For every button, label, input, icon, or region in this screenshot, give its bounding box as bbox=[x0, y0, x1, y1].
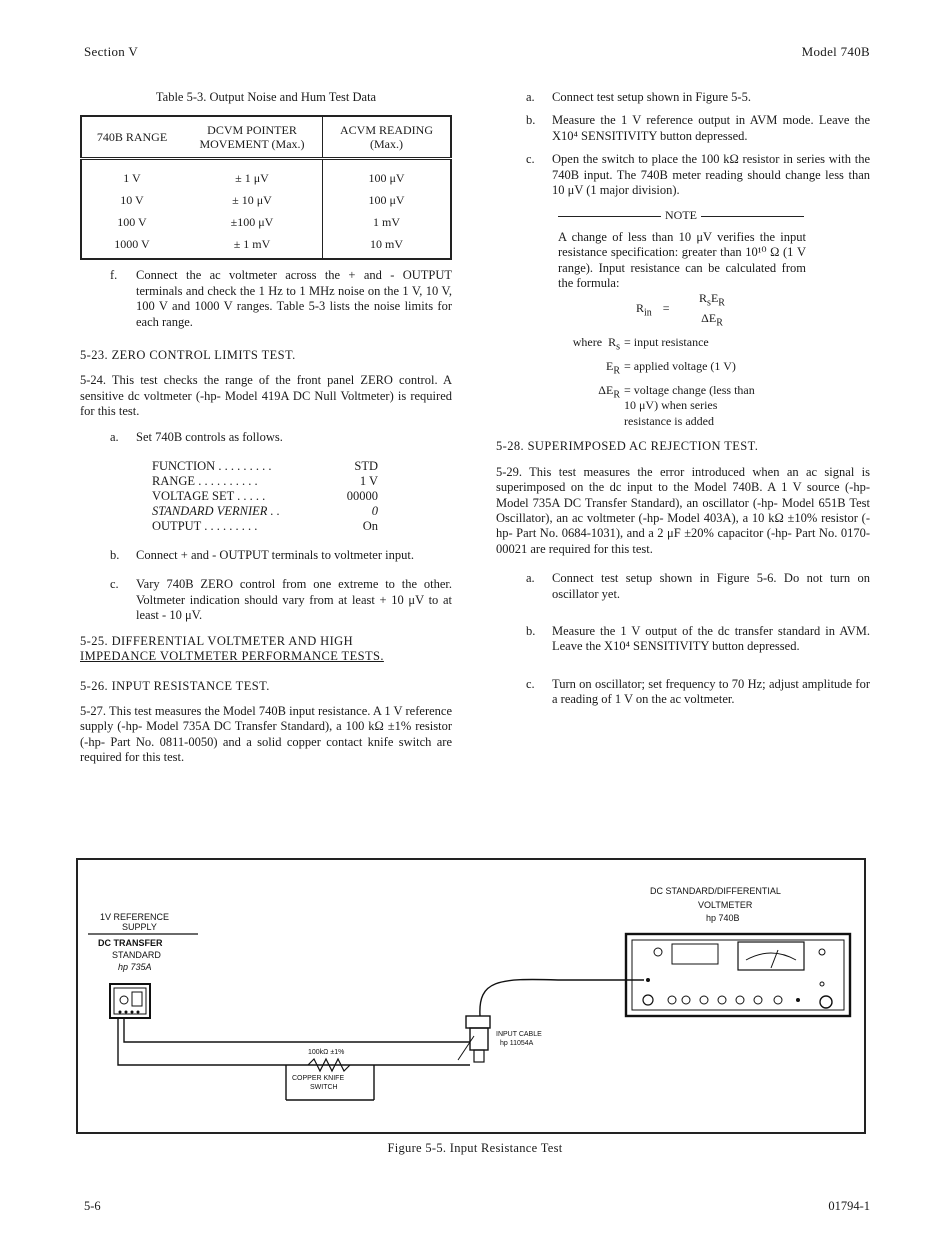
noise-hum-table bbox=[80, 115, 452, 260]
step-b bbox=[110, 548, 452, 563]
input-resistance-formula bbox=[636, 291, 870, 329]
step-label: b. bbox=[526, 113, 536, 128]
step-text: Connect the ac voltmeter across the + and - OUTPUT terminals and check the 1 Hz to 1 MHz noise on the 1 V, 10 V, 100 V and 1000 V ranges. Table 5-3 lists the noise limits for each range. bbox=[136, 268, 452, 329]
table-cell: 1 mV bbox=[373, 214, 400, 229]
switch-label-2: SWITCH bbox=[310, 1084, 338, 1091]
setting-value: 1 V bbox=[359, 474, 378, 489]
hp740b-label: hp 740B bbox=[706, 913, 740, 923]
table-caption: Table 5-3. Output Noise and Hum Test Data bbox=[155, 90, 377, 104]
note-title: NOTE bbox=[665, 208, 697, 223]
def-symbol: E bbox=[605, 359, 614, 374]
formula-definitions bbox=[554, 335, 870, 429]
def-symbol-sub: R bbox=[613, 365, 620, 377]
table-header: ACVM READING (Max.) bbox=[323, 116, 452, 159]
step-label: f. bbox=[110, 268, 118, 283]
setting-dots: . . . . . . . . . bbox=[201, 519, 258, 534]
formula-num: R bbox=[699, 291, 708, 306]
wire-high bbox=[124, 1018, 470, 1042]
table-header-row bbox=[81, 116, 451, 159]
step-label: a. bbox=[526, 571, 535, 586]
ref-supply-label-2: SUPPLY bbox=[122, 922, 157, 932]
table-cell: 100 V bbox=[117, 214, 147, 229]
paragraph-5-27: 5-27. This test measures the Model 740B input resistance. A 1 V reference supply (-hp- Model 735A DC Transfer Standard), a 100 kΩ ±1% resistor (-hp- Part No. 0811-0050) and a solid copper contact knife switch are required for this test. bbox=[80, 703, 452, 765]
section-heading-5-25: 5-25. DIFFERENTIAL VOLTMETER AND HIGH bbox=[80, 633, 354, 648]
def-value: = input resistance bbox=[624, 335, 709, 350]
step-c bbox=[526, 152, 870, 198]
control-settings-list bbox=[152, 459, 378, 534]
step-text: Connect test setup shown in Figure 5-6. Do not turn on oscillator yet. bbox=[552, 571, 870, 601]
dc-transfer-standard-instrument bbox=[110, 984, 150, 1018]
step-label: c. bbox=[526, 152, 535, 167]
table-cell: ±100 μV bbox=[182, 211, 323, 233]
formula-den: ΔE bbox=[701, 311, 717, 326]
step-label: b. bbox=[526, 623, 536, 638]
step-a bbox=[526, 571, 870, 602]
setting-row bbox=[152, 459, 378, 474]
setting-value: 0 bbox=[371, 504, 378, 519]
differential-voltmeter-instrument bbox=[626, 934, 850, 1016]
formula-num2: E bbox=[710, 291, 719, 306]
table-cell: 1000 V bbox=[114, 236, 150, 251]
input-cable-connector bbox=[458, 1016, 490, 1062]
def-symbol: R bbox=[608, 335, 617, 350]
setting-row bbox=[152, 504, 378, 519]
step-label: c. bbox=[526, 676, 535, 691]
definition-row bbox=[554, 383, 870, 429]
step-a bbox=[526, 90, 870, 105]
table-header: 740B RANGE bbox=[81, 116, 182, 159]
table-row bbox=[81, 233, 451, 259]
copper-knife-switch bbox=[286, 1065, 374, 1100]
section-heading-5-23: 5-23. ZERO CONTROL LIMITS TEST. bbox=[80, 348, 296, 363]
step-text: Connect test setup shown in Figure 5-5. bbox=[552, 90, 751, 104]
dc-transfer-label: DC TRANSFER bbox=[98, 938, 163, 948]
section-heading-5-28: 5-28. SUPERIMPOSED AC REJECTION TEST. bbox=[496, 439, 759, 454]
input-cable-label: INPUT CABLE bbox=[496, 1031, 542, 1038]
where-label: where bbox=[572, 335, 603, 350]
table-cell: 100 μV bbox=[368, 170, 405, 185]
table-header: DCVM POINTER MOVEMENT (Max.) bbox=[182, 116, 323, 159]
formula-lhs-sub: in bbox=[644, 307, 652, 319]
setting-dots: . . bbox=[267, 504, 280, 519]
step-text: Open the switch to place the 100 kΩ resistor in series with the 740B input. The 740B meter reading should change less than 10 μV (1 major division). bbox=[552, 152, 870, 198]
figure-5-5 bbox=[76, 858, 866, 1134]
definition-row bbox=[554, 359, 870, 379]
paragraph-5-24: 5-24. This test checks the range of the front panel ZERO control. A sensitive dc voltmeter (-hp- Model 419A DC Null Voltmeter) is required for this test. bbox=[80, 373, 452, 419]
def-value: = voltage change (less than 10 μV) when series resistance is added bbox=[624, 383, 755, 428]
section-heading-5-25-cont: IMPEDANCE VOLTMETER PERFORMANCE TESTS. bbox=[80, 649, 384, 664]
step-text: Turn on oscillator; set frequency to 70 Hz; adjust amplitude for a reading of 1 V on the ac voltmeter. bbox=[552, 676, 870, 707]
step-c bbox=[110, 577, 452, 623]
page-number: 5-6 bbox=[84, 1199, 101, 1213]
setting-dots: . . . . . . . . . bbox=[215, 459, 272, 474]
paragraph-5-29: 5-29. This test measures the error introduced when an ac signal is superimposed on the dc input to the Model 740B. A 1 V source (-hp- Model 735A DC Transfer Standard), an oscillator (-hp- Model 651B Test Oscillator), an ac voltmeter (-hp- Model 403A), a 10 kΩ ±10% resistor (-hp- Part No. 0684-1031), and a 2 μF ±20% capacitor (-hp- Part No. 0170-00021 are required for this test. bbox=[496, 464, 870, 556]
formula-num-sub2: R bbox=[718, 297, 725, 309]
setting-row bbox=[152, 519, 378, 534]
step-text: Measure the 1 V output of the dc transfer standard in AVM. Leave the X10⁴ SENSITIVITY button depressed. bbox=[552, 623, 870, 654]
formula-num-sub: s bbox=[707, 297, 711, 309]
setting-row bbox=[152, 489, 378, 504]
dvm-label: DC STANDARD/DIFFERENTIAL bbox=[650, 886, 781, 896]
table-cell: ± 10 μV bbox=[182, 189, 323, 211]
formula-den-sub: R bbox=[716, 317, 723, 329]
setting-value: On bbox=[362, 519, 378, 534]
setting-name: VOLTAGE SET bbox=[152, 489, 234, 504]
step-a bbox=[110, 430, 452, 445]
setting-dots: . . . . . . . . . . bbox=[195, 474, 258, 489]
table-cell: ± 1 μV bbox=[182, 159, 323, 190]
resistor-label: 100kΩ ±1% bbox=[308, 1049, 345, 1056]
figure-caption: Figure 5-5. Input Resistance Test bbox=[387, 1141, 563, 1155]
step-label: c. bbox=[110, 577, 119, 592]
step-text: Connect + and - OUTPUT terminals to voltmeter input. bbox=[136, 548, 414, 563]
switch-label: COPPER KNIFE bbox=[292, 1075, 345, 1082]
table-cell: 10 mV bbox=[370, 236, 403, 251]
setting-dots: . . . . . bbox=[234, 489, 266, 504]
setting-value: STD bbox=[354, 459, 378, 474]
step-label: a. bbox=[526, 90, 535, 104]
def-symbol-sub: R bbox=[613, 389, 620, 401]
table-cell: 10 V bbox=[120, 192, 144, 207]
def-symbol: ΔE bbox=[598, 383, 614, 398]
def-value: = applied voltage (1 V) bbox=[624, 359, 736, 374]
setting-name: OUTPUT bbox=[152, 519, 202, 534]
setting-row bbox=[152, 474, 378, 489]
table-cell: 1 V bbox=[123, 170, 141, 185]
right-column bbox=[496, 90, 870, 708]
section-header: Section V bbox=[84, 44, 139, 59]
step-label: a. bbox=[110, 429, 119, 444]
setting-name: RANGE bbox=[152, 474, 196, 489]
setup-diagram bbox=[78, 860, 864, 1132]
step-text: Measure the 1 V reference output in AVM mode. Leave the X10⁴ SENSITIVITY button depressed. bbox=[552, 113, 870, 143]
step-b bbox=[526, 624, 870, 655]
input-cable bbox=[480, 979, 644, 1016]
cable-part-label: hp 11054A bbox=[500, 1040, 534, 1047]
hp735a-label: hp 735A bbox=[118, 962, 152, 972]
setting-value: 00000 bbox=[346, 489, 378, 504]
table-row bbox=[81, 189, 451, 211]
document-number: 01794-1 bbox=[828, 1199, 870, 1213]
formula-lhs: R bbox=[636, 301, 645, 316]
section-heading-5-26: 5-26. INPUT RESISTANCE TEST. bbox=[80, 678, 270, 693]
step-text: Vary 740B ZERO control from one extreme to the other. Voltmeter indication should vary from at least + 10 μV to at least - 10 μV. bbox=[136, 577, 452, 623]
dvm-label-2: VOLTMETER bbox=[698, 900, 753, 910]
step-label: b. bbox=[110, 548, 120, 563]
left-column bbox=[80, 90, 452, 766]
step-text: Set 740B controls as follows. bbox=[136, 429, 283, 444]
standard-label: STANDARD bbox=[112, 950, 161, 960]
model-header: Model 740B bbox=[801, 44, 870, 59]
def-symbol-sub: s bbox=[616, 341, 620, 353]
table-cell: ± 1 mV bbox=[182, 233, 323, 259]
setting-name: STANDARD VERNIER bbox=[152, 504, 268, 519]
note-body: A change of less than 10 μV verifies the input resistance specification: greater than 10¹⁰ Ω (1 V range). Input resistance can be calculated from the formula: bbox=[558, 229, 806, 291]
table-row bbox=[81, 211, 451, 233]
table-cell: 100 μV bbox=[368, 192, 405, 207]
setting-name: FUNCTION bbox=[152, 459, 216, 474]
note-heading bbox=[558, 208, 804, 223]
step-c bbox=[526, 677, 870, 708]
ref-supply-label: 1V REFERENCE bbox=[100, 912, 170, 922]
definition-row bbox=[554, 335, 870, 355]
step-b bbox=[526, 113, 870, 144]
table-row bbox=[81, 159, 451, 190]
formula-equals: = bbox=[662, 301, 670, 316]
step-f bbox=[110, 268, 452, 330]
